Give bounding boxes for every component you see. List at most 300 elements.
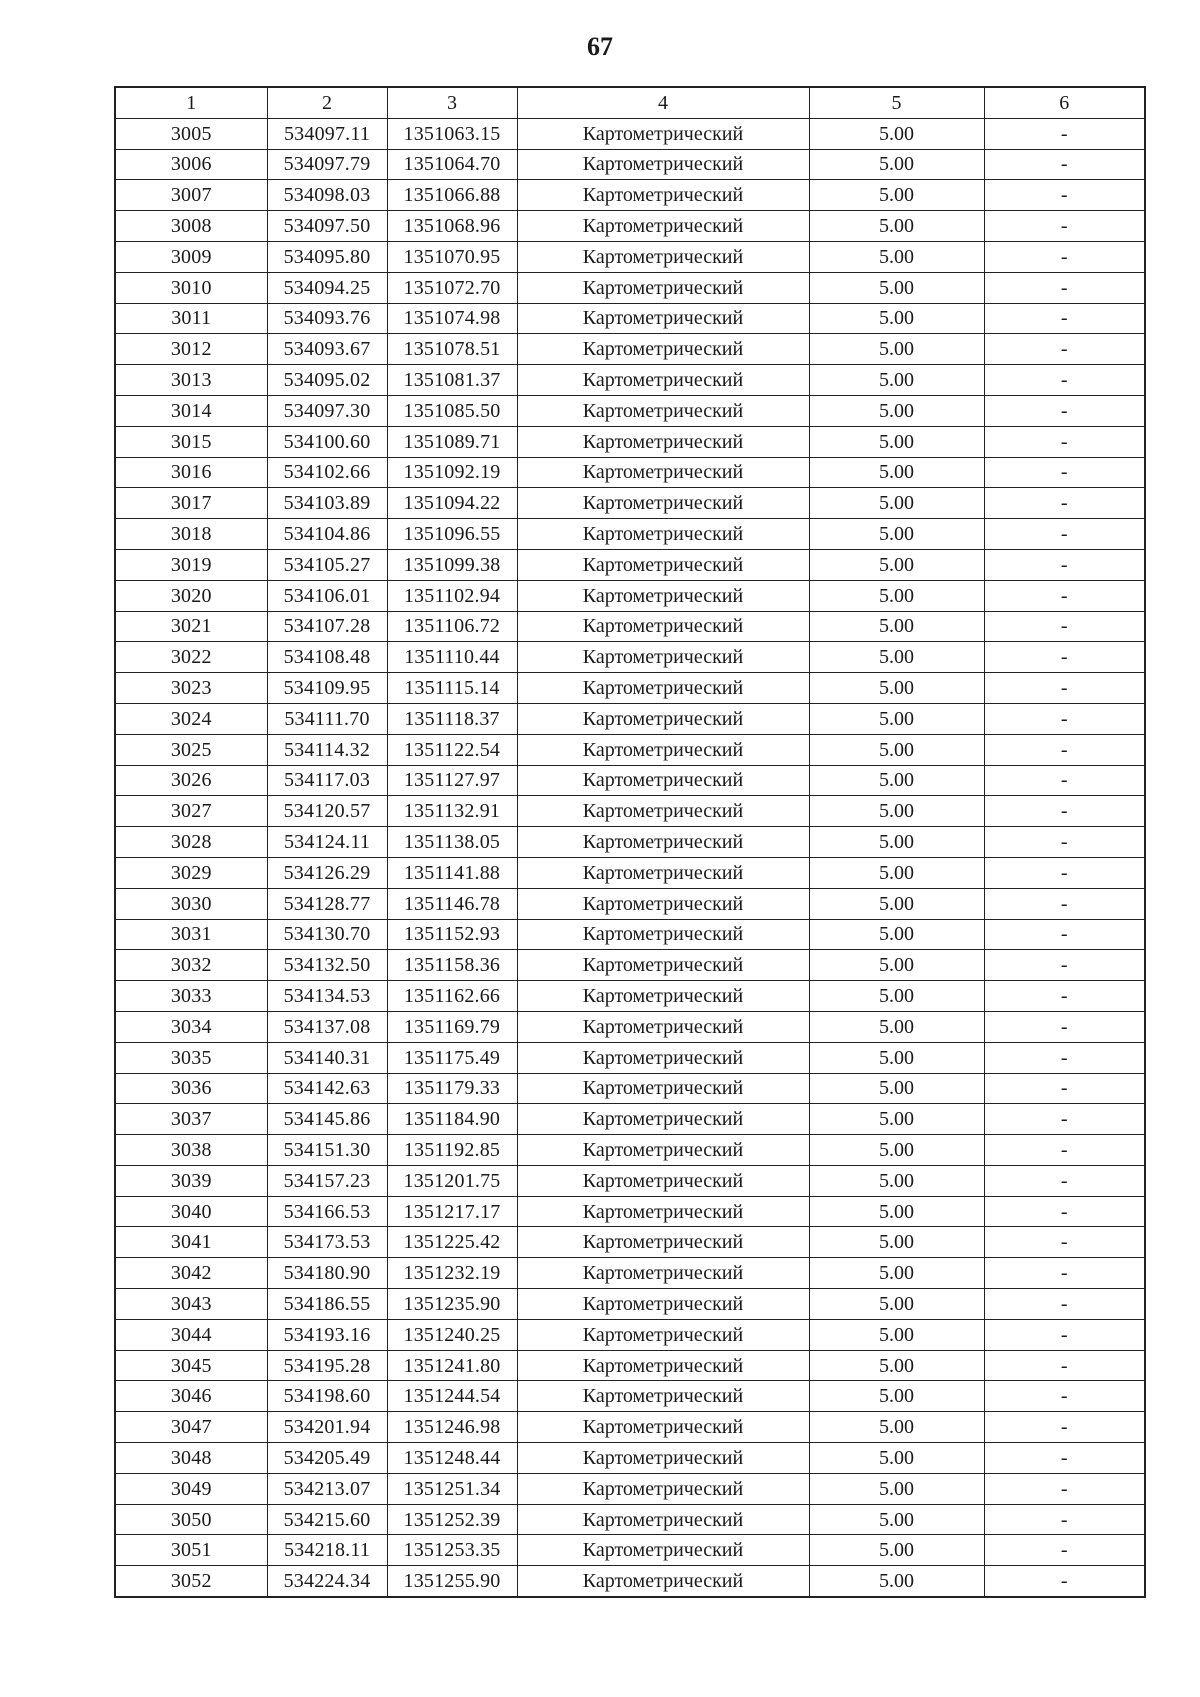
x-coordinate-cell: 534105.27 <box>267 549 387 580</box>
x-coordinate-cell: 534224.34 <box>267 1566 387 1597</box>
accuracy-cell: 5.00 <box>809 1135 984 1166</box>
method-cell: Картометрический <box>517 1165 809 1196</box>
method-cell: Картометрический <box>517 981 809 1012</box>
accuracy-cell: 5.00 <box>809 888 984 919</box>
description-cell: - <box>984 1135 1145 1166</box>
point-number-cell: 3013 <box>115 365 267 396</box>
y-coordinate-cell: 1351192.85 <box>387 1135 517 1166</box>
description-cell: - <box>984 981 1145 1012</box>
accuracy-cell: 5.00 <box>809 303 984 334</box>
point-number-cell: 3012 <box>115 334 267 365</box>
method-cell: Картометрический <box>517 1196 809 1227</box>
table-row <box>115 365 1145 396</box>
x-coordinate-cell: 534093.67 <box>267 334 387 365</box>
point-number-cell: 3049 <box>115 1473 267 1504</box>
accuracy-cell: 5.00 <box>809 395 984 426</box>
accuracy-cell: 5.00 <box>809 857 984 888</box>
table-row <box>115 1196 1145 1227</box>
y-coordinate-cell: 1351072.70 <box>387 272 517 303</box>
table-row <box>115 1289 1145 1320</box>
x-coordinate-cell: 534106.01 <box>267 580 387 611</box>
description-cell: - <box>984 365 1145 396</box>
point-number-cell: 3011 <box>115 303 267 334</box>
column-header: 1 <box>115 87 267 118</box>
accuracy-cell: 5.00 <box>809 1011 984 1042</box>
x-coordinate-cell: 534097.50 <box>267 211 387 242</box>
point-number-cell: 3027 <box>115 796 267 827</box>
method-cell: Картометрический <box>517 395 809 426</box>
point-number-cell: 3043 <box>115 1289 267 1320</box>
x-coordinate-cell: 534157.23 <box>267 1165 387 1196</box>
accuracy-cell: 5.00 <box>809 241 984 272</box>
method-cell: Картометрический <box>517 734 809 765</box>
y-coordinate-cell: 1351102.94 <box>387 580 517 611</box>
x-coordinate-cell: 534103.89 <box>267 488 387 519</box>
point-number-cell: 3015 <box>115 426 267 457</box>
accuracy-cell: 5.00 <box>809 1104 984 1135</box>
method-cell: Картометрический <box>517 1135 809 1166</box>
x-coordinate-cell: 534166.53 <box>267 1196 387 1227</box>
method-cell: Картометрический <box>517 1566 809 1597</box>
x-coordinate-cell: 534093.76 <box>267 303 387 334</box>
accuracy-cell: 5.00 <box>809 488 984 519</box>
method-cell: Картометрический <box>517 765 809 796</box>
y-coordinate-cell: 1351246.98 <box>387 1412 517 1443</box>
page-number: 67 <box>587 32 613 61</box>
description-cell: - <box>984 796 1145 827</box>
x-coordinate-cell: 534140.31 <box>267 1042 387 1073</box>
x-coordinate-cell: 534094.25 <box>267 272 387 303</box>
method-cell: Картометрический <box>517 796 809 827</box>
description-cell: - <box>984 1196 1145 1227</box>
point-number-cell: 3046 <box>115 1381 267 1412</box>
method-cell: Картометрический <box>517 1227 809 1258</box>
description-cell: - <box>984 1073 1145 1104</box>
accuracy-cell: 5.00 <box>809 118 984 149</box>
table-row <box>115 488 1145 519</box>
table-row <box>115 241 1145 272</box>
point-number-cell: 3032 <box>115 950 267 981</box>
accuracy-cell: 5.00 <box>809 180 984 211</box>
description-cell: - <box>984 211 1145 242</box>
point-number-cell: 3036 <box>115 1073 267 1104</box>
table-row <box>115 1165 1145 1196</box>
y-coordinate-cell: 1351096.55 <box>387 519 517 550</box>
x-coordinate-cell: 534097.11 <box>267 118 387 149</box>
point-number-cell: 3008 <box>115 211 267 242</box>
x-coordinate-cell: 534095.80 <box>267 241 387 272</box>
y-coordinate-cell: 1351253.35 <box>387 1535 517 1566</box>
method-cell: Картометрический <box>517 1412 809 1443</box>
point-number-cell: 3034 <box>115 1011 267 1042</box>
description-cell: - <box>984 488 1145 519</box>
x-coordinate-cell: 534198.60 <box>267 1381 387 1412</box>
description-cell: - <box>984 611 1145 642</box>
table-row <box>115 1381 1145 1412</box>
method-cell: Картометрический <box>517 580 809 611</box>
accuracy-cell: 5.00 <box>809 1381 984 1412</box>
table-row <box>115 919 1145 950</box>
table-row <box>115 950 1145 981</box>
table-row <box>115 303 1145 334</box>
description-cell: - <box>984 1258 1145 1289</box>
method-cell: Картометрический <box>517 888 809 919</box>
accuracy-cell: 5.00 <box>809 673 984 704</box>
y-coordinate-cell: 1351241.80 <box>387 1350 517 1381</box>
method-cell: Картометрический <box>517 118 809 149</box>
method-cell: Картометрический <box>517 919 809 950</box>
method-cell: Картометрический <box>517 950 809 981</box>
y-coordinate-cell: 1351081.37 <box>387 365 517 396</box>
table-row <box>115 1011 1145 1042</box>
column-header: 4 <box>517 87 809 118</box>
x-coordinate-cell: 534109.95 <box>267 673 387 704</box>
point-number-cell: 3042 <box>115 1258 267 1289</box>
y-coordinate-cell: 1351244.54 <box>387 1381 517 1412</box>
method-cell: Картометрический <box>517 519 809 550</box>
y-coordinate-cell: 1351085.50 <box>387 395 517 426</box>
description-cell: - <box>984 334 1145 365</box>
y-coordinate-cell: 1351225.42 <box>387 1227 517 1258</box>
table-row <box>115 118 1145 149</box>
table-row <box>115 580 1145 611</box>
x-coordinate-cell: 534114.32 <box>267 734 387 765</box>
method-cell: Картометрический <box>517 857 809 888</box>
table-row <box>115 1073 1145 1104</box>
point-number-cell: 3039 <box>115 1165 267 1196</box>
accuracy-cell: 5.00 <box>809 457 984 488</box>
method-cell: Картометрический <box>517 241 809 272</box>
description-cell: - <box>984 519 1145 550</box>
column-header: 2 <box>267 87 387 118</box>
description-cell: - <box>984 1042 1145 1073</box>
table-row <box>115 796 1145 827</box>
description-cell: - <box>984 734 1145 765</box>
point-number-cell: 3051 <box>115 1535 267 1566</box>
point-number-cell: 3052 <box>115 1566 267 1597</box>
point-number-cell: 3028 <box>115 827 267 858</box>
column-header: 5 <box>809 87 984 118</box>
accuracy-cell: 5.00 <box>809 611 984 642</box>
table-row <box>115 180 1145 211</box>
accuracy-cell: 5.00 <box>809 211 984 242</box>
method-cell: Картометрический <box>517 1381 809 1412</box>
table-row <box>115 149 1145 180</box>
accuracy-cell: 5.00 <box>809 1504 984 1535</box>
table-row <box>115 1443 1145 1474</box>
point-number-cell: 3009 <box>115 241 267 272</box>
point-number-cell: 3035 <box>115 1042 267 1073</box>
point-number-cell: 3022 <box>115 642 267 673</box>
accuracy-cell: 5.00 <box>809 1289 984 1320</box>
point-number-cell: 3020 <box>115 580 267 611</box>
point-number-cell: 3029 <box>115 857 267 888</box>
x-coordinate-cell: 534195.28 <box>267 1350 387 1381</box>
y-coordinate-cell: 1351235.90 <box>387 1289 517 1320</box>
description-cell: - <box>984 642 1145 673</box>
table-row <box>115 272 1145 303</box>
description-cell: - <box>984 765 1145 796</box>
x-coordinate-cell: 534218.11 <box>267 1535 387 1566</box>
table-row <box>115 395 1145 426</box>
y-coordinate-cell: 1351175.49 <box>387 1042 517 1073</box>
description-cell: - <box>984 395 1145 426</box>
description-cell: - <box>984 673 1145 704</box>
x-coordinate-cell: 534108.48 <box>267 642 387 673</box>
method-cell: Картометрический <box>517 1042 809 1073</box>
method-cell: Картометрический <box>517 1473 809 1504</box>
point-number-cell: 3044 <box>115 1319 267 1350</box>
y-coordinate-cell: 1351063.15 <box>387 118 517 149</box>
y-coordinate-cell: 1351141.88 <box>387 857 517 888</box>
accuracy-cell: 5.00 <box>809 549 984 580</box>
table-row <box>115 334 1145 365</box>
method-cell: Картометрический <box>517 488 809 519</box>
x-coordinate-cell: 534130.70 <box>267 919 387 950</box>
table-row <box>115 1412 1145 1443</box>
x-coordinate-cell: 534097.30 <box>267 395 387 426</box>
accuracy-cell: 5.00 <box>809 827 984 858</box>
description-cell: - <box>984 919 1145 950</box>
y-coordinate-cell: 1351217.17 <box>387 1196 517 1227</box>
table-row <box>115 1566 1145 1597</box>
x-coordinate-cell: 534201.94 <box>267 1412 387 1443</box>
y-coordinate-cell: 1351255.90 <box>387 1566 517 1597</box>
table-row <box>115 857 1145 888</box>
accuracy-cell: 5.00 <box>809 919 984 950</box>
description-cell: - <box>984 1011 1145 1042</box>
table-row <box>115 1504 1145 1535</box>
x-coordinate-cell: 534142.63 <box>267 1073 387 1104</box>
y-coordinate-cell: 1351158.36 <box>387 950 517 981</box>
description-cell: - <box>984 426 1145 457</box>
y-coordinate-cell: 1351127.97 <box>387 765 517 796</box>
x-coordinate-cell: 534186.55 <box>267 1289 387 1320</box>
y-coordinate-cell: 1351106.72 <box>387 611 517 642</box>
x-coordinate-cell: 534107.28 <box>267 611 387 642</box>
description-cell: - <box>984 1227 1145 1258</box>
description-cell: - <box>984 1381 1145 1412</box>
table-row <box>115 1319 1145 1350</box>
y-coordinate-cell: 1351066.88 <box>387 180 517 211</box>
point-number-cell: 3025 <box>115 734 267 765</box>
table-row <box>115 734 1145 765</box>
table-row <box>115 827 1145 858</box>
y-coordinate-cell: 1351068.96 <box>387 211 517 242</box>
y-coordinate-cell: 1351064.70 <box>387 149 517 180</box>
x-coordinate-cell: 534145.86 <box>267 1104 387 1135</box>
method-cell: Картометрический <box>517 365 809 396</box>
method-cell: Картометрический <box>517 211 809 242</box>
table-row <box>115 1535 1145 1566</box>
description-cell: - <box>984 1104 1145 1135</box>
accuracy-cell: 5.00 <box>809 765 984 796</box>
point-number-cell: 3014 <box>115 395 267 426</box>
table-header <box>115 87 1145 118</box>
y-coordinate-cell: 1351089.71 <box>387 426 517 457</box>
table-row <box>115 642 1145 673</box>
x-coordinate-cell: 534173.53 <box>267 1227 387 1258</box>
point-number-cell: 3023 <box>115 673 267 704</box>
description-cell: - <box>984 1289 1145 1320</box>
accuracy-cell: 5.00 <box>809 1535 984 1566</box>
table-row <box>115 426 1145 457</box>
point-number-cell: 3007 <box>115 180 267 211</box>
accuracy-cell: 5.00 <box>809 1566 984 1597</box>
method-cell: Картометрический <box>517 426 809 457</box>
point-number-cell: 3040 <box>115 1196 267 1227</box>
y-coordinate-cell: 1351110.44 <box>387 642 517 673</box>
x-coordinate-cell: 534102.66 <box>267 457 387 488</box>
point-number-cell: 3026 <box>115 765 267 796</box>
point-number-cell: 3010 <box>115 272 267 303</box>
y-coordinate-cell: 1351162.66 <box>387 981 517 1012</box>
y-coordinate-cell: 1351132.91 <box>387 796 517 827</box>
coordinates-table <box>114 86 1146 1598</box>
method-cell: Картометрический <box>517 703 809 734</box>
point-number-cell: 3024 <box>115 703 267 734</box>
description-cell: - <box>984 888 1145 919</box>
point-number-cell: 3021 <box>115 611 267 642</box>
accuracy-cell: 5.00 <box>809 796 984 827</box>
x-coordinate-cell: 534205.49 <box>267 1443 387 1474</box>
method-cell: Картометрический <box>517 303 809 334</box>
table-row <box>115 703 1145 734</box>
y-coordinate-cell: 1351252.39 <box>387 1504 517 1535</box>
x-coordinate-cell: 534128.77 <box>267 888 387 919</box>
x-coordinate-cell: 534104.86 <box>267 519 387 550</box>
accuracy-cell: 5.00 <box>809 365 984 396</box>
table-body <box>115 118 1145 1597</box>
accuracy-cell: 5.00 <box>809 981 984 1012</box>
y-coordinate-cell: 1351118.37 <box>387 703 517 734</box>
description-cell: - <box>984 241 1145 272</box>
table-row <box>115 1135 1145 1166</box>
point-number-cell: 3041 <box>115 1227 267 1258</box>
table-row <box>115 1473 1145 1504</box>
method-cell: Картометрический <box>517 1258 809 1289</box>
x-coordinate-cell: 534193.16 <box>267 1319 387 1350</box>
column-header: 6 <box>984 87 1145 118</box>
accuracy-cell: 5.00 <box>809 1473 984 1504</box>
method-cell: Картометрический <box>517 1350 809 1381</box>
table-row <box>115 211 1145 242</box>
method-cell: Картометрический <box>517 1504 809 1535</box>
description-cell: - <box>984 1473 1145 1504</box>
method-cell: Картометрический <box>517 1073 809 1104</box>
y-coordinate-cell: 1351094.22 <box>387 488 517 519</box>
accuracy-cell: 5.00 <box>809 734 984 765</box>
table-row <box>115 611 1145 642</box>
method-cell: Картометрический <box>517 1011 809 1042</box>
method-cell: Картометрический <box>517 272 809 303</box>
point-number-cell: 3050 <box>115 1504 267 1535</box>
table-row <box>115 673 1145 704</box>
accuracy-cell: 5.00 <box>809 1350 984 1381</box>
accuracy-cell: 5.00 <box>809 1227 984 1258</box>
point-number-cell: 3045 <box>115 1350 267 1381</box>
method-cell: Картометрический <box>517 180 809 211</box>
description-cell: - <box>984 149 1145 180</box>
x-coordinate-cell: 534151.30 <box>267 1135 387 1166</box>
point-number-cell: 3033 <box>115 981 267 1012</box>
x-coordinate-cell: 534098.03 <box>267 180 387 211</box>
y-coordinate-cell: 1351074.98 <box>387 303 517 334</box>
x-coordinate-cell: 534095.02 <box>267 365 387 396</box>
table-row <box>115 1104 1145 1135</box>
description-cell: - <box>984 180 1145 211</box>
table-row <box>115 1258 1145 1289</box>
y-coordinate-cell: 1351099.38 <box>387 549 517 580</box>
column-header: 3 <box>387 87 517 118</box>
x-coordinate-cell: 534111.70 <box>267 703 387 734</box>
x-coordinate-cell: 534124.11 <box>267 827 387 858</box>
point-number-cell: 3038 <box>115 1135 267 1166</box>
accuracy-cell: 5.00 <box>809 519 984 550</box>
x-coordinate-cell: 534180.90 <box>267 1258 387 1289</box>
accuracy-cell: 5.00 <box>809 580 984 611</box>
accuracy-cell: 5.00 <box>809 1165 984 1196</box>
y-coordinate-cell: 1351122.54 <box>387 734 517 765</box>
accuracy-cell: 5.00 <box>809 1258 984 1289</box>
x-coordinate-cell: 534100.60 <box>267 426 387 457</box>
accuracy-cell: 5.00 <box>809 1412 984 1443</box>
description-cell: - <box>984 827 1145 858</box>
point-number-cell: 3006 <box>115 149 267 180</box>
point-number-cell: 3031 <box>115 919 267 950</box>
method-cell: Картометрический <box>517 549 809 580</box>
method-cell: Картометрический <box>517 1535 809 1566</box>
method-cell: Картометрический <box>517 827 809 858</box>
table-row <box>115 1042 1145 1073</box>
description-cell: - <box>984 950 1145 981</box>
method-cell: Картометрический <box>517 1289 809 1320</box>
x-coordinate-cell: 534215.60 <box>267 1504 387 1535</box>
description-cell: - <box>984 703 1145 734</box>
header-row <box>115 87 1145 118</box>
accuracy-cell: 5.00 <box>809 1319 984 1350</box>
point-number-cell: 3019 <box>115 549 267 580</box>
x-coordinate-cell: 534097.79 <box>267 149 387 180</box>
y-coordinate-cell: 1351146.78 <box>387 888 517 919</box>
x-coordinate-cell: 534117.03 <box>267 765 387 796</box>
accuracy-cell: 5.00 <box>809 1443 984 1474</box>
method-cell: Картометрический <box>517 457 809 488</box>
y-coordinate-cell: 1351232.19 <box>387 1258 517 1289</box>
y-coordinate-cell: 1351078.51 <box>387 334 517 365</box>
accuracy-cell: 5.00 <box>809 334 984 365</box>
point-number-cell: 3030 <box>115 888 267 919</box>
description-cell: - <box>984 457 1145 488</box>
accuracy-cell: 5.00 <box>809 1042 984 1073</box>
method-cell: Картометрический <box>517 1443 809 1474</box>
method-cell: Картометрический <box>517 1104 809 1135</box>
y-coordinate-cell: 1351184.90 <box>387 1104 517 1135</box>
accuracy-cell: 5.00 <box>809 1073 984 1104</box>
point-number-cell: 3018 <box>115 519 267 550</box>
table-row <box>115 888 1145 919</box>
description-cell: - <box>984 1443 1145 1474</box>
table-row <box>115 1350 1145 1381</box>
table-row <box>115 457 1145 488</box>
method-cell: Картометрический <box>517 642 809 673</box>
x-coordinate-cell: 534132.50 <box>267 950 387 981</box>
point-number-cell: 3017 <box>115 488 267 519</box>
description-cell: - <box>984 1165 1145 1196</box>
table-row <box>115 519 1145 550</box>
method-cell: Картометрический <box>517 1319 809 1350</box>
method-cell: Картометрический <box>517 611 809 642</box>
